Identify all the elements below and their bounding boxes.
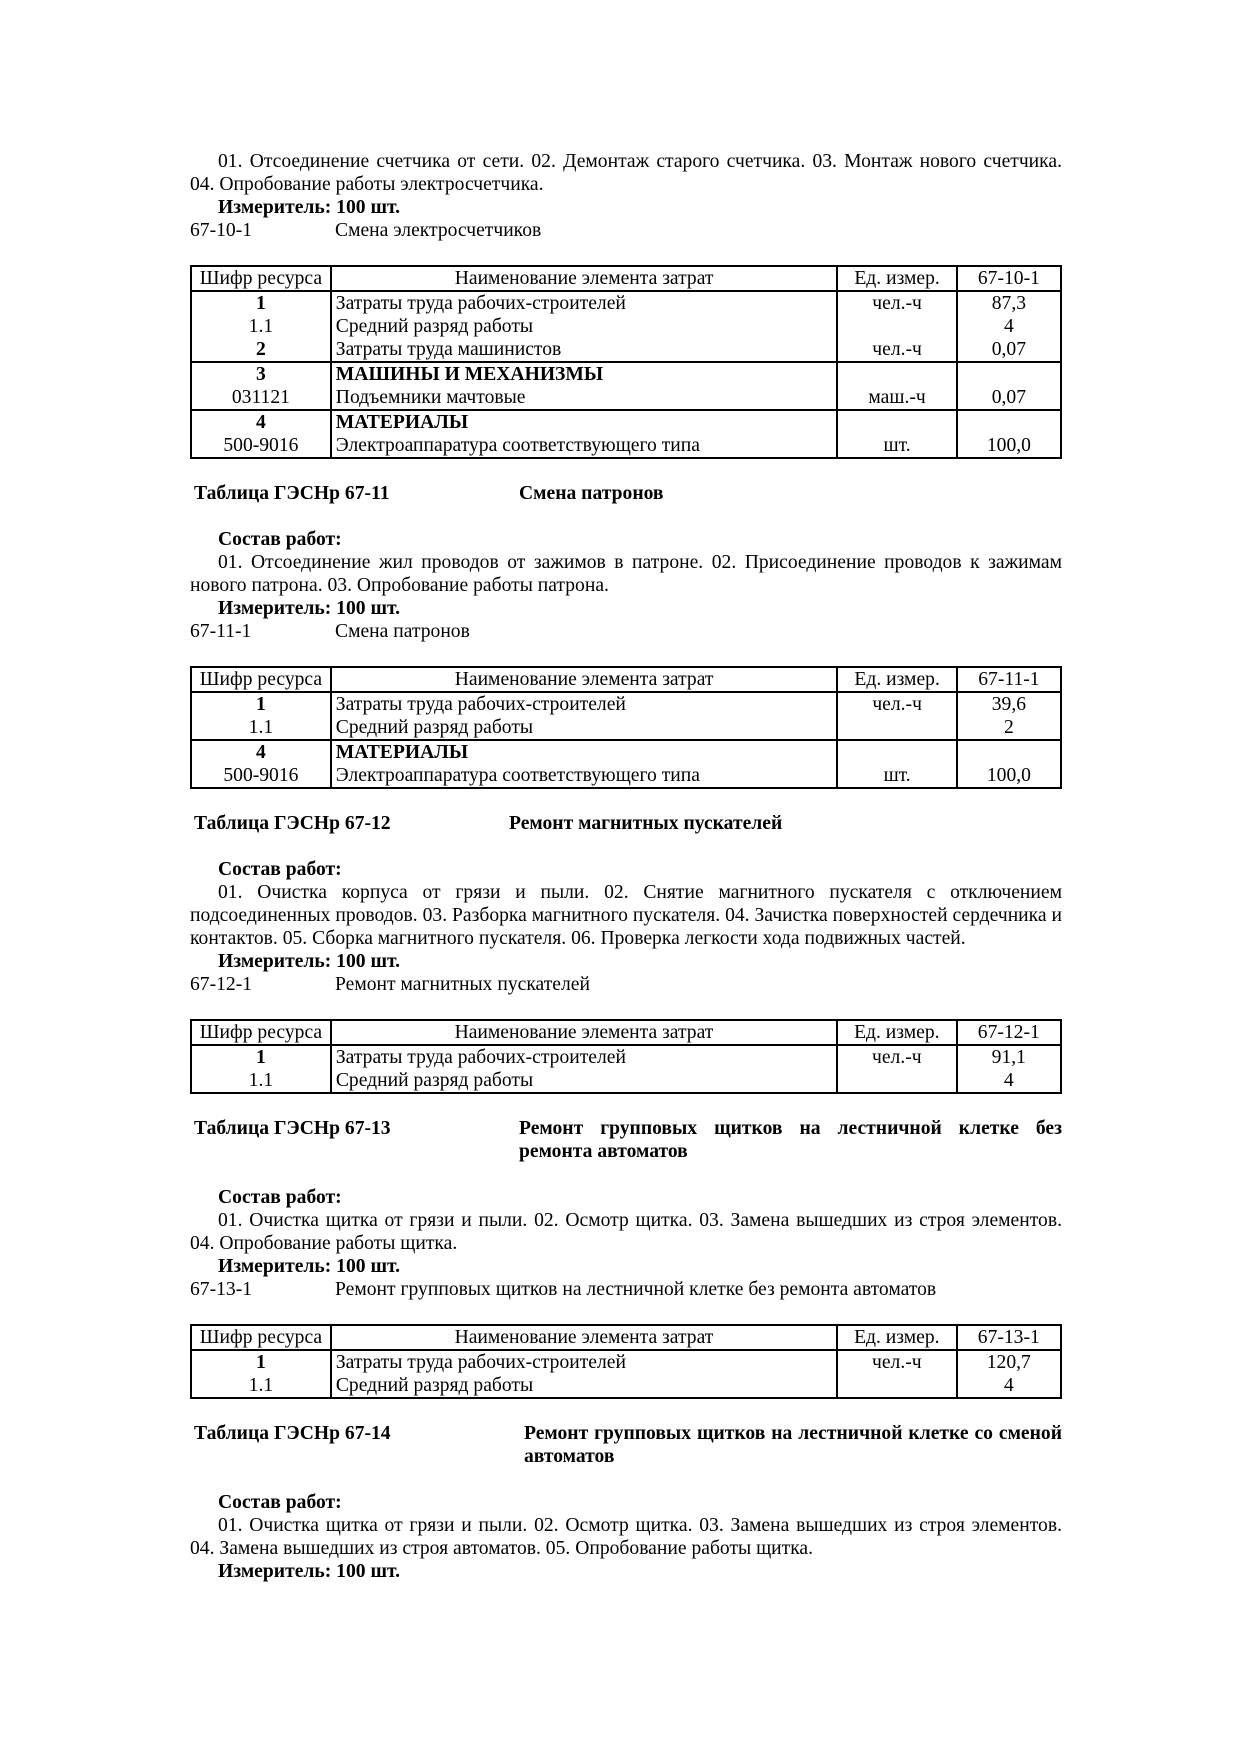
table-cell: 120,7 <box>957 1350 1061 1374</box>
header-cell: Ед. измер. <box>837 1325 957 1350</box>
table-title-67-13 <box>190 1117 1062 1163</box>
table-cell: 1 <box>191 692 331 716</box>
table-name: Ремонт групповых щитков на лестничной клетке без ремонта автоматов <box>519 1118 1062 1162</box>
table-row <box>191 410 1061 434</box>
table-cell: 031121 <box>191 386 331 410</box>
table-cell <box>837 740 956 764</box>
table-cell <box>837 1069 957 1093</box>
table-cell: чел.-ч <box>837 291 956 315</box>
table-row <box>191 1045 1061 1069</box>
table-cell: 1.1 <box>191 716 331 740</box>
table-cell: Средний разряд работы <box>331 716 838 740</box>
table-cell: Затраты труда рабочих-строителей <box>331 1045 837 1069</box>
norm-name: Ремонт групповых щитков на лестничной клетке без ремонта автоматов <box>335 1279 937 1300</box>
measure-unit: Измеритель: 100 шт. <box>218 1561 401 1582</box>
work-composition-text: 01. Отсоединение счетчика от сети. 02. Демонтаж старого счетчика. 03. Монтаж нового счетчика. 04. Опробование работы электросчетчика. <box>190 151 1062 195</box>
table-cell: 1.1 <box>191 1374 331 1398</box>
table-cell: Средний разряд работы <box>331 1374 837 1398</box>
table-cell: МАШИНЫ И МЕХАНИЗМЫ <box>331 362 838 386</box>
table-cell <box>837 716 956 740</box>
measure-unit: Измеритель: 100 шт. <box>218 598 401 619</box>
table-cell: Затраты труда рабочих-строителей <box>331 291 838 315</box>
header-cell: 67-11-1 <box>957 667 1061 692</box>
norm-code-row <box>190 1278 1062 1301</box>
resource-table-67-11 <box>190 666 1062 789</box>
header-cell: 67-10-1 <box>957 266 1061 291</box>
table-cell: 100,0 <box>957 764 1061 788</box>
header-cell: Ед. измер. <box>837 1020 957 1045</box>
table-cell: МАТЕРИАЛЫ <box>331 410 838 434</box>
table-cell: чел.-ч <box>837 1350 957 1374</box>
resource-table-67-10 <box>190 265 1062 459</box>
table-cell <box>837 362 956 386</box>
header-cell: Ед. измер. <box>837 266 956 291</box>
header-cell: Шифр ресурса <box>191 667 331 692</box>
table-row <box>191 1069 1061 1093</box>
table-cell <box>957 362 1061 386</box>
table-cell: Затраты труда рабочих-строителей <box>331 692 838 716</box>
resource-table-67-12 <box>190 1019 1062 1094</box>
norm-code-row <box>190 219 1062 242</box>
composition-label: Состав работ: <box>218 859 342 880</box>
composition-label: Состав работ: <box>218 1492 342 1513</box>
table-cell: Затраты труда машинистов <box>331 338 838 362</box>
norm-name: Смена патронов <box>335 621 470 642</box>
header-cell: Наименование элемента затрат <box>331 1325 837 1350</box>
header-cell: Шифр ресурса <box>191 1325 331 1350</box>
norm-code: 67-10-1 <box>190 220 253 241</box>
table-cell: Подъемники мачтовые <box>331 386 838 410</box>
measure-unit: Измеритель: 100 шт. <box>218 1256 401 1277</box>
table-cell: 1 <box>191 1045 331 1069</box>
table-cell <box>837 1374 957 1398</box>
norm-code: 67-11-1 <box>190 621 252 642</box>
table-cell: 4 <box>191 410 331 434</box>
table-cell: 100,0 <box>957 434 1061 458</box>
table-cell: 2 <box>191 338 331 362</box>
header-cell: 67-13-1 <box>957 1325 1061 1350</box>
table-cell: 1.1 <box>191 1069 331 1093</box>
norm-code-row <box>190 620 1062 643</box>
table-cell: 4 <box>191 740 331 764</box>
measure-unit: Измеритель: 100 шт. <box>218 197 401 218</box>
table-name: Ремонт магнитных пускателей <box>509 813 783 834</box>
table-row <box>191 291 1061 315</box>
table-row <box>191 434 1061 458</box>
norm-name: Смена электросчетчиков <box>335 220 542 241</box>
table-title-67-14 <box>190 1422 1062 1468</box>
table-cell: шт. <box>837 764 956 788</box>
table-cell <box>837 410 956 434</box>
composition-label: Состав работ: <box>218 1187 342 1208</box>
table-cell: 39,6 <box>957 692 1061 716</box>
table-cell: Затраты труда рабочих-строителей <box>331 1350 837 1374</box>
table-cell: Электроаппаратура соответствующего типа <box>331 434 838 458</box>
table-header-row <box>191 1020 1061 1045</box>
table-header-row <box>191 266 1061 291</box>
table-cell: 1 <box>191 291 331 315</box>
measure-unit: Измеритель: 100 шт. <box>218 951 401 972</box>
work-composition-text: 01. Очистка корпуса от грязи и пыли. 02. Снятие магнитного пускателя с отключением подсоединенных проводов. 03. Разборка магнитного пускателя. 04. Зачистка поверхностей сердечника и контактов. 05. Сборка магнитного пускателя. 06. Проверка легкости хода подвижных частей. <box>190 882 1062 949</box>
table-label: Таблица ГЭСНр 67-13 <box>194 1118 391 1139</box>
table-row <box>191 716 1061 740</box>
table-cell <box>957 410 1061 434</box>
table-cell: 1.1 <box>191 315 331 338</box>
table-cell <box>957 740 1061 764</box>
table-cell: чел.-ч <box>837 1045 957 1069</box>
table-cell: 0,07 <box>957 338 1061 362</box>
table-cell: 1 <box>191 1350 331 1374</box>
table-cell: 87,3 <box>957 291 1061 315</box>
table-row <box>191 764 1061 788</box>
table-name: Смена патронов <box>519 483 664 504</box>
table-cell: 4 <box>957 315 1061 338</box>
header-cell: Наименование элемента затрат <box>331 667 838 692</box>
table-row <box>191 315 1061 338</box>
table-header-row <box>191 667 1061 692</box>
table-cell: Средний разряд работы <box>331 315 838 338</box>
table-cell: 4 <box>957 1374 1061 1398</box>
table-cell: 3 <box>191 362 331 386</box>
table-name: Ремонт групповых щитков на лестничной клетке со сменой автоматов <box>524 1423 1062 1467</box>
table-cell: 500-9016 <box>191 434 331 458</box>
table-title-67-12 <box>190 812 1062 835</box>
norm-name: Ремонт магнитных пускателей <box>335 974 590 995</box>
table-row <box>191 1350 1061 1374</box>
table-row <box>191 338 1061 362</box>
table-cell: 2 <box>957 716 1061 740</box>
table-row <box>191 362 1061 386</box>
table-row <box>191 692 1061 716</box>
header-cell: Наименование элемента затрат <box>331 1020 837 1045</box>
table-title-67-11 <box>190 482 1062 505</box>
table-label: Таблица ГЭСНр 67-14 <box>194 1423 391 1444</box>
header-cell: 67-12-1 <box>957 1020 1061 1045</box>
table-cell: МАТЕРИАЛЫ <box>331 740 838 764</box>
norm-code-row <box>190 973 1062 996</box>
header-cell: Ед. измер. <box>837 667 956 692</box>
composition-label: Состав работ: <box>218 529 342 550</box>
table-cell: чел.-ч <box>837 338 956 362</box>
table-row <box>191 386 1061 410</box>
table-cell <box>837 315 956 338</box>
table-row <box>191 1374 1061 1398</box>
work-composition-text: 01. Очистка щитка от грязи и пыли. 02. Осмотр щитка. 03. Замена вышедших из строя элементов. 04. Замена вышедших из строя автоматов. 05. Опробование работы щитка. <box>190 1515 1062 1559</box>
norm-code: 67-13-1 <box>190 1279 253 1300</box>
table-label: Таблица ГЭСНр 67-11 <box>194 483 390 504</box>
table-cell: 500-9016 <box>191 764 331 788</box>
resource-table-67-13 <box>190 1324 1062 1399</box>
document-page <box>190 150 1062 1583</box>
table-cell: 4 <box>957 1069 1061 1093</box>
table-cell: 0,07 <box>957 386 1061 410</box>
table-cell: 91,1 <box>957 1045 1061 1069</box>
header-cell: Шифр ресурса <box>191 1020 331 1045</box>
table-cell: маш.-ч <box>837 386 956 410</box>
table-label: Таблица ГЭСНр 67-12 <box>194 813 391 834</box>
table-header-row <box>191 1325 1061 1350</box>
header-cell: Шифр ресурса <box>191 266 331 291</box>
table-row <box>191 740 1061 764</box>
table-cell: шт. <box>837 434 956 458</box>
norm-code: 67-12-1 <box>190 974 253 995</box>
table-cell: Средний разряд работы <box>331 1069 837 1093</box>
work-composition-text: 01. Очистка щитка от грязи и пыли. 02. Осмотр щитка. 03. Замена вышедших из строя элементов. 04. Опробование работы щитка. <box>190 1210 1062 1254</box>
header-cell: Наименование элемента затрат <box>331 266 838 291</box>
work-composition-text: 01. Отсоединение жил проводов от зажимов в патроне. 02. Присоединение проводов к зажимам нового патрона. 03. Опробование работы патрона. <box>190 552 1062 596</box>
table-cell: чел.-ч <box>837 692 956 716</box>
table-cell: Электроаппаратура соответствующего типа <box>331 764 838 788</box>
